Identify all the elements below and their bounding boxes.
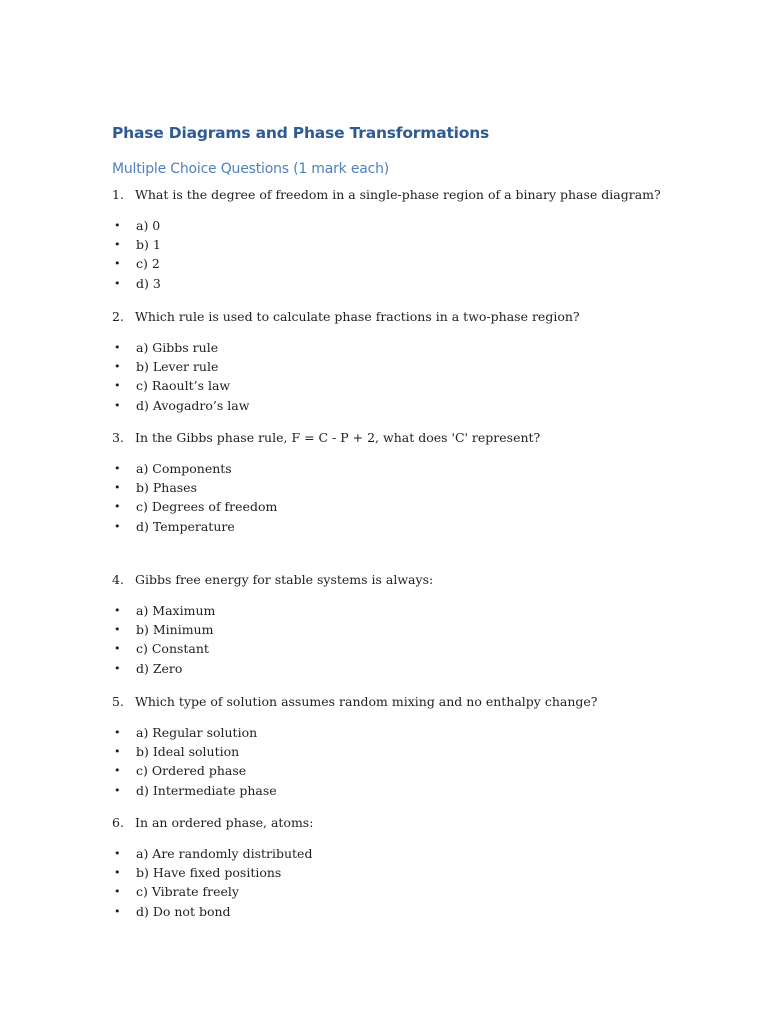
option-text: b) 1: [136, 237, 161, 253]
bullet-icon: •: [114, 257, 121, 271]
option-text: c) Ordered phase: [136, 763, 247, 779]
bullet-icon: •: [114, 481, 121, 495]
option-text: a) Gibbs rule: [136, 340, 219, 355]
question-6: [112, 813, 732, 832]
bullet-icon: •: [114, 783, 121, 797]
bullet-icon: •: [114, 661, 121, 675]
bullet-icon: •: [114, 276, 121, 290]
option-text: d) Avogadro’s law: [136, 397, 250, 413]
option-text: d) Zero: [136, 660, 183, 676]
question-text: Which type of solution assumes random mixing and no enthalpy change?: [135, 694, 598, 709]
question-4: [112, 570, 732, 589]
question-2-options: [112, 338, 249, 415]
bullet-icon: •: [114, 341, 121, 354]
bullet-icon: •: [114, 360, 121, 374]
option-item: [112, 844, 312, 863]
bullet-icon: •: [114, 642, 121, 656]
question-number: 5.: [112, 694, 124, 709]
bullet-icon: •: [114, 764, 121, 778]
option-item: [112, 723, 277, 742]
option-item: [112, 882, 312, 901]
question-text: What is the degree of freedom in a single-phase region of a binary phase diagram?: [135, 187, 661, 202]
bullet-icon: •: [114, 519, 121, 533]
question-3-options: [112, 459, 277, 536]
option-text: b) Lever rule: [136, 359, 219, 375]
question-text: In an ordered phase, atoms:: [135, 815, 314, 830]
option-text: d) Intermediate phase: [136, 782, 277, 798]
bullet-icon: •: [114, 379, 121, 393]
question-3: [112, 428, 732, 447]
question-number: 1.: [112, 187, 124, 202]
option-text: b) Minimum: [136, 622, 214, 638]
bullet-icon: •: [114, 462, 121, 475]
option-item: [112, 338, 249, 357]
bullet-icon: •: [114, 726, 121, 739]
option-item: [112, 659, 215, 678]
question-5-options: [112, 723, 277, 800]
option-text: a) Maximum: [136, 603, 216, 618]
option-text: d) 3: [136, 275, 161, 291]
bullet-icon: •: [114, 500, 121, 514]
question-number: 6.: [112, 815, 124, 830]
section-heading: Multiple Choice Questions (1 mark each): [112, 161, 390, 177]
option-item: [112, 396, 249, 415]
option-item: [112, 254, 161, 273]
bullet-icon: •: [114, 219, 121, 232]
option-item: [112, 620, 215, 639]
option-text: c) Degrees of freedom: [136, 499, 278, 515]
option-item: [112, 274, 161, 293]
question-text: Gibbs free energy for stable systems is always:: [135, 572, 434, 587]
option-text: b) Have fixed positions: [136, 865, 282, 881]
document-title: Phase Diagrams and Phase Transformations: [112, 124, 490, 142]
option-item: [112, 761, 277, 780]
option-text: c) Vibrate freely: [136, 884, 239, 900]
question-text: Which rule is used to calculate phase fractions in a two-phase region?: [135, 309, 580, 324]
question-2: [112, 307, 732, 326]
option-item: [112, 639, 215, 658]
option-item: [112, 216, 161, 235]
bullet-icon: •: [114, 623, 121, 637]
question-4-options: [112, 601, 215, 678]
option-item: [112, 742, 277, 761]
bullet-icon: •: [114, 745, 121, 759]
bullet-icon: •: [114, 398, 121, 412]
bullet-icon: •: [114, 847, 121, 860]
question-1: [112, 185, 732, 204]
bullet-icon: •: [114, 604, 121, 617]
question-1-options: [112, 216, 161, 293]
option-item: [112, 863, 312, 882]
option-item: [112, 517, 277, 536]
option-item: [112, 478, 277, 497]
question-5: [112, 692, 732, 711]
question-text: In the Gibbs phase rule, F = C - P + 2, what does 'C' represent?: [135, 430, 541, 445]
option-item: [112, 497, 277, 516]
option-text: c) Constant: [136, 641, 209, 657]
option-text: a) 0: [136, 218, 161, 233]
option-text: a) Components: [136, 461, 232, 476]
option-text: b) Ideal solution: [136, 744, 240, 760]
option-text: a) Regular solution: [136, 725, 258, 740]
question-number: 3.: [112, 430, 124, 445]
bullet-icon: •: [114, 866, 121, 880]
option-item: [112, 459, 277, 478]
option-item: [112, 376, 249, 395]
bullet-icon: •: [114, 238, 121, 252]
option-item: [112, 781, 277, 800]
option-item: [112, 357, 249, 376]
option-text: c) Raoult’s law: [136, 378, 231, 394]
option-text: d) Temperature: [136, 518, 235, 534]
option-item: [112, 235, 161, 254]
bullet-icon: •: [114, 885, 121, 899]
option-item: [112, 601, 215, 620]
option-text: d) Do not bond: [136, 903, 231, 919]
question-number: 4.: [112, 572, 124, 587]
option-text: b) Phases: [136, 480, 197, 496]
option-item: [112, 902, 312, 921]
question-6-options: [112, 844, 312, 921]
option-text: c) 2: [136, 256, 160, 272]
bullet-icon: •: [114, 904, 121, 918]
question-number: 2.: [112, 309, 124, 324]
option-text: a) Are randomly distributed: [136, 846, 313, 861]
